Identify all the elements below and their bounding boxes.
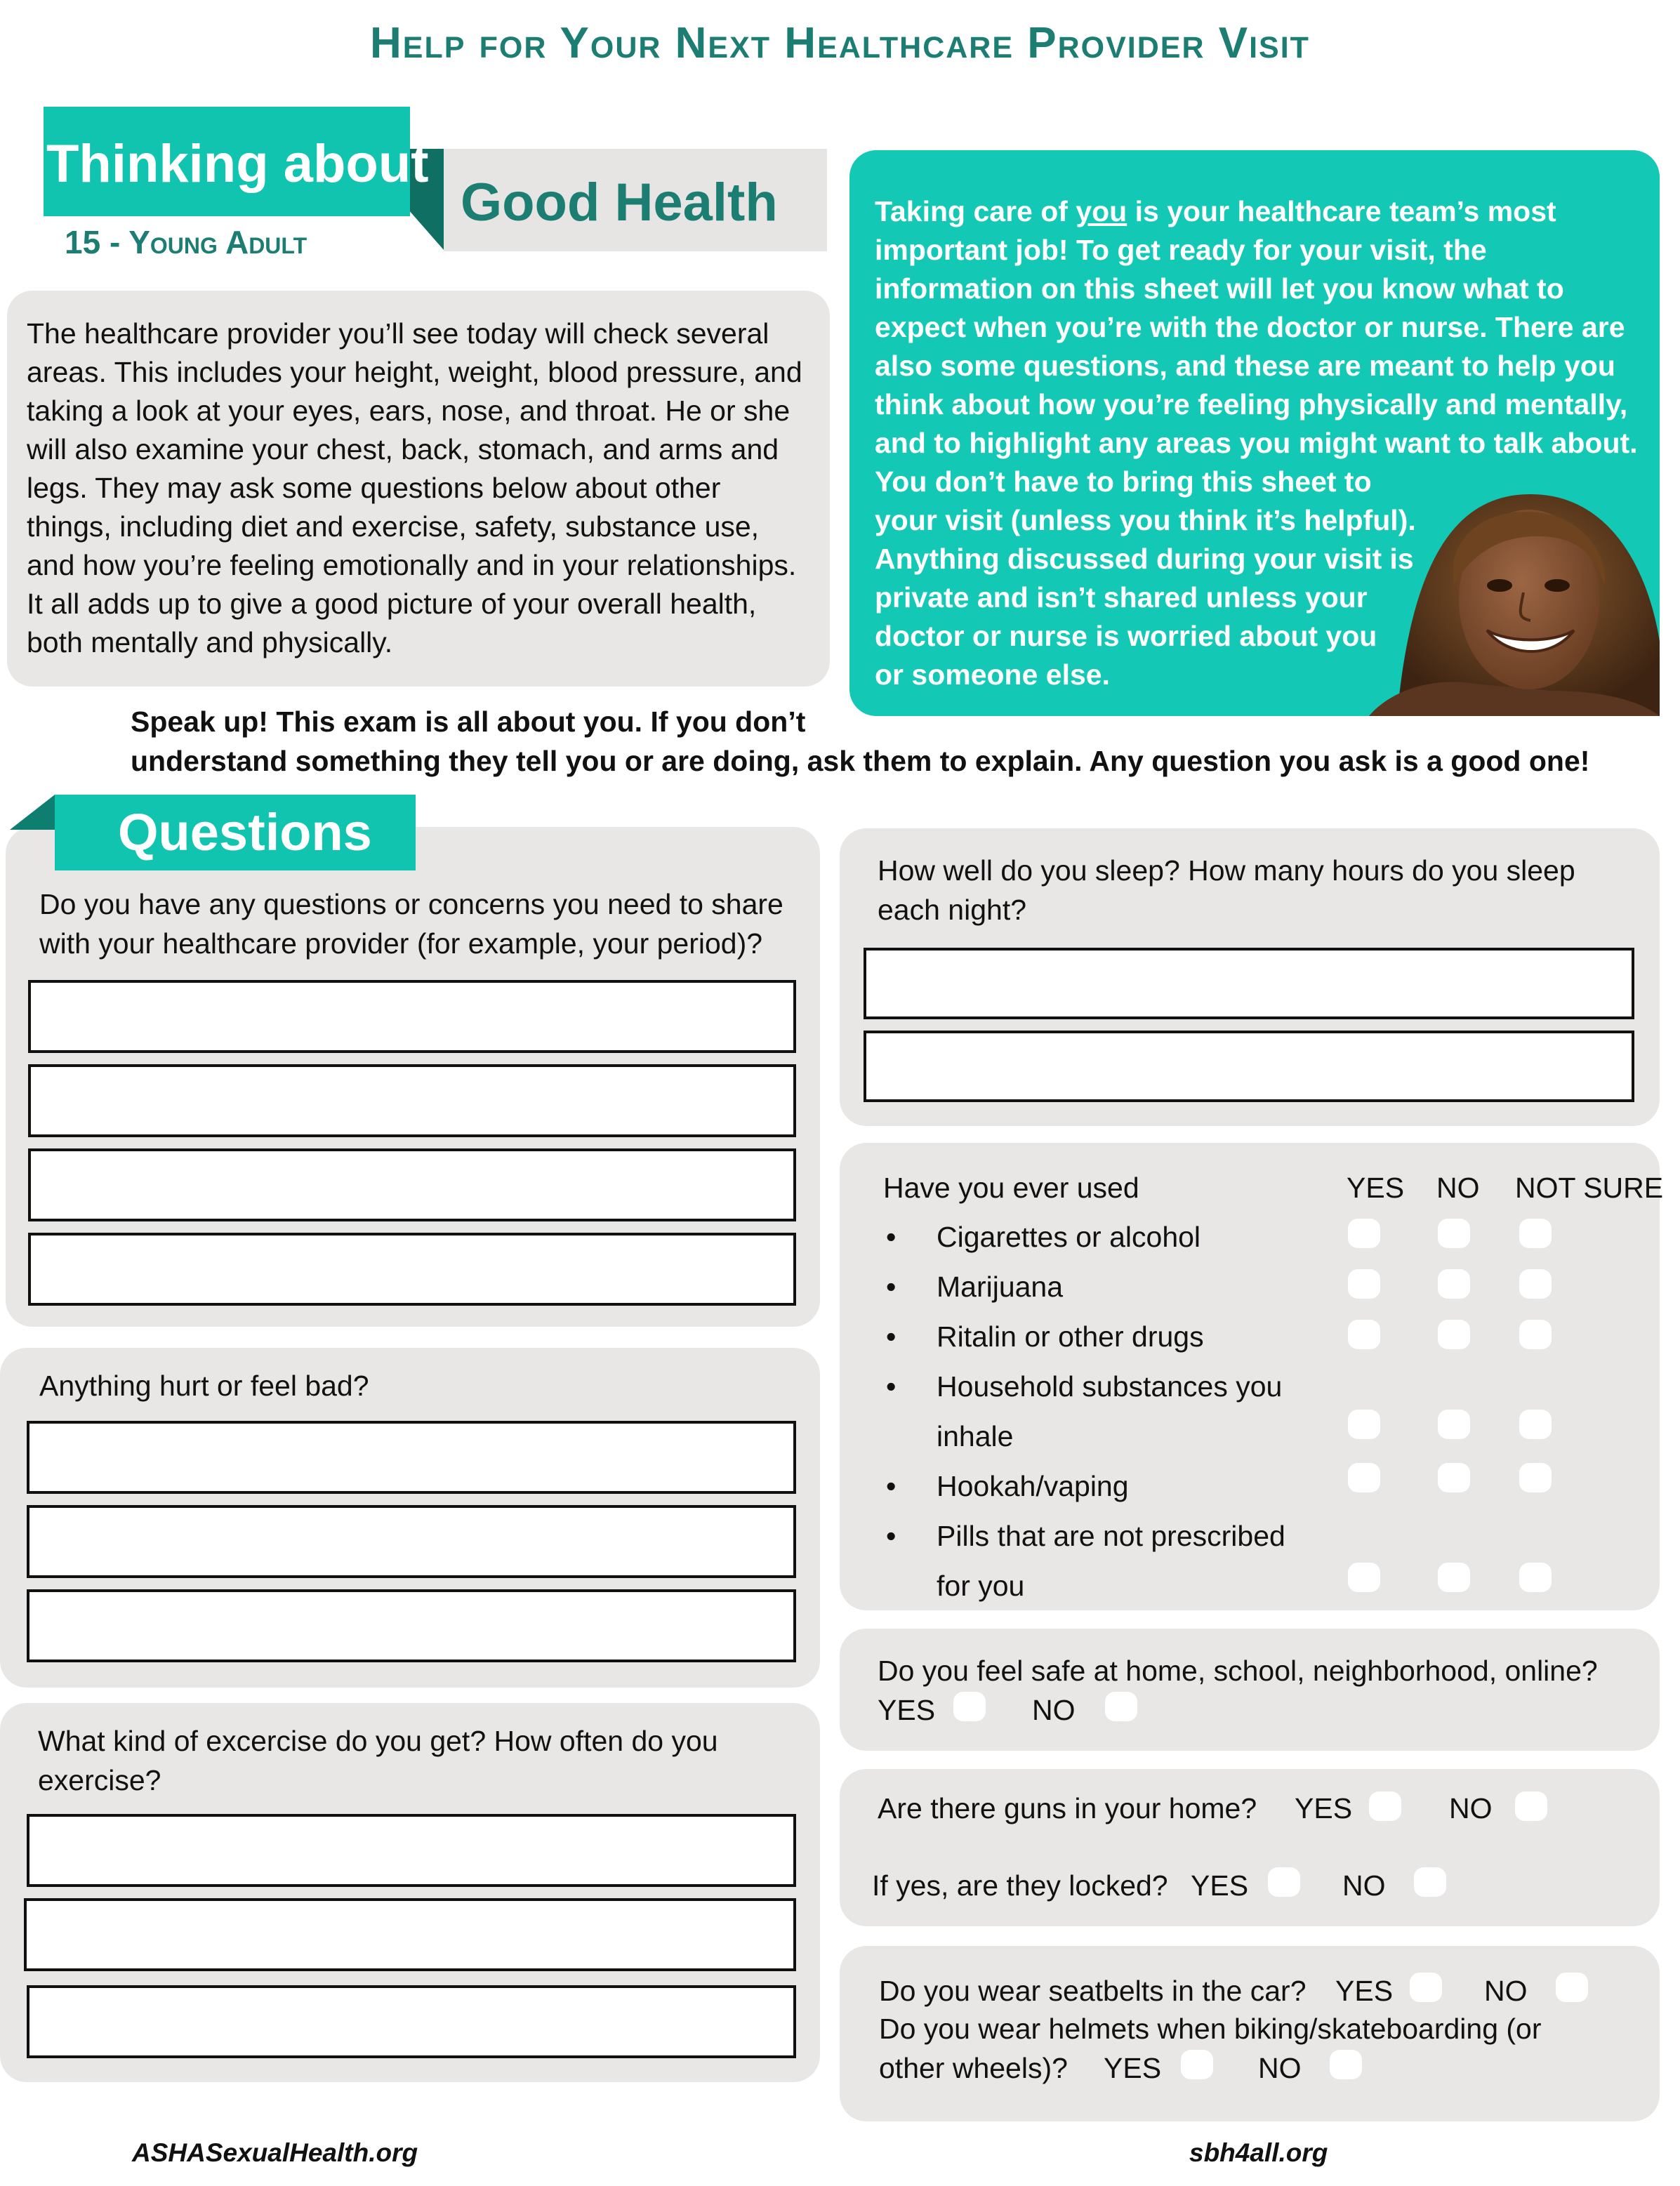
substances-prompt: Have you ever used <box>883 1172 1139 1204</box>
cigarettes-no-radio[interactable] <box>1438 1219 1470 1248</box>
seatbelts-no-radio[interactable] <box>1556 1973 1588 2002</box>
column-yes-header: YES <box>1347 1172 1405 1204</box>
safety-yes-radio[interactable] <box>953 1692 986 1721</box>
guns-no-radio[interactable] <box>1515 1791 1547 1821</box>
ritalin-yes-radio[interactable] <box>1348 1320 1380 1349</box>
guns-yes-label: YES <box>1295 1792 1353 1824</box>
page-title: Help for Your Next Healthcare Provider Visit <box>370 19 1310 67</box>
helmet-no-radio[interactable] <box>1330 2050 1362 2079</box>
cigarettes-not-sure-radio[interactable] <box>1519 1219 1552 1248</box>
seatbelts-no-label: NO <box>1484 1975 1528 2007</box>
substance-item-cigarettes: Cigarettes or alcohol <box>937 1221 1201 1253</box>
ritalin-no-radio[interactable] <box>1438 1320 1470 1349</box>
speak-up-line: understand something they tell you or are doing, ask them to explain. Any question you ask is a good one! <box>131 745 1590 777</box>
banner-thinking-about: Thinking about <box>46 134 429 194</box>
question-line: What kind of excercise do you get? How often do you <box>38 1725 718 1757</box>
safety-yes-label: YES <box>878 1694 936 1726</box>
pills-no-radio[interactable] <box>1438 1563 1470 1592</box>
hookah-yes-radio[interactable] <box>1348 1463 1380 1492</box>
intro-text: The healthcare provider you’ll see today will check several areas. This includes your height, weight, blood pressure, and taking a look at your eyes, ears, nose, and throat. He or she will also examine your chest, back, stomach, and arms and legs. They may ask some questions below about other things, including diet and exercise, safety, substance use, and how you’re feeling emotionally and in your relationships. It all adds up to give a good picture of your overall health, both mentally and physically. <box>27 317 802 658</box>
substance-item-pills-cont: for you <box>937 1570 1025 1602</box>
callout-you: you <box>1076 195 1127 227</box>
sleep-answer-field[interactable] <box>864 948 1634 1019</box>
safety-question: Do you feel safe at home, school, neighborhood, online? <box>878 1655 1598 1687</box>
guns-locked-no-label: NO <box>1342 1869 1386 1902</box>
question-line: Do you have any questions or concerns you need to share <box>39 888 783 920</box>
good-health-heading: Good Health <box>461 173 778 232</box>
guns-yes-radio[interactable] <box>1369 1791 1401 1821</box>
helmet-no-label: NO <box>1258 2052 1302 2084</box>
marijuana-no-radio[interactable] <box>1438 1269 1470 1299</box>
callout-intro-start: Taking care of <box>875 195 1076 227</box>
helmet-question-line: other wheels)? <box>879 2052 1068 2084</box>
seatbelts-yes-radio[interactable] <box>1410 1973 1442 2002</box>
substance-item-hookah: Hookah/vaping <box>937 1470 1129 1502</box>
safety-no-label: NO <box>1032 1694 1076 1726</box>
age-group-subtitle: 15 - Young Adult <box>65 224 307 260</box>
sleep-question <box>878 851 1650 929</box>
bullet-marker: • <box>886 1370 897 1403</box>
substance-item-ritalin: Ritalin or other drugs <box>937 1320 1204 1353</box>
questions-ribbon-fold <box>10 795 55 830</box>
concerns-answer-field[interactable] <box>28 1233 796 1306</box>
guns-locked-no-radio[interactable] <box>1414 1867 1446 1897</box>
pills-not-sure-radio[interactable] <box>1519 1563 1552 1592</box>
household-not-sure-radio[interactable] <box>1519 1410 1552 1439</box>
questions-heading: Questions <box>55 795 416 870</box>
seatbelts-question: Do you wear seatbelts in the car? <box>879 1975 1307 2007</box>
pills-yes-radio[interactable] <box>1348 1563 1380 1592</box>
hurt-answer-field[interactable] <box>27 1421 796 1494</box>
callout-line: doctor or nurse is worried about you <box>875 620 1377 652</box>
substance-item-household: Household substances you <box>937 1370 1283 1403</box>
marijuana-not-sure-radio[interactable] <box>1519 1269 1552 1299</box>
seatbelts-yes-label: YES <box>1335 1975 1394 2007</box>
cigarettes-yes-radio[interactable] <box>1348 1219 1380 1248</box>
hurt-answer-field[interactable] <box>27 1589 796 1662</box>
footer-left-url[interactable]: ASHASexualHealth.org <box>132 2138 418 2167</box>
concerns-answer-field[interactable] <box>28 1064 796 1137</box>
question-line: with your healthcare provider (for example, your period)? <box>39 927 763 960</box>
exercise-question <box>38 1721 810 1800</box>
safety-no-radio[interactable] <box>1105 1692 1137 1721</box>
callout-text <box>875 192 1640 694</box>
substance-item-pills: Pills that are not prescribed <box>937 1520 1285 1552</box>
bullet-marker: • <box>886 1271 897 1303</box>
helmet-yes-label: YES <box>1104 2052 1162 2084</box>
footer-right-url[interactable]: sbh4all.org <box>1189 2138 1328 2167</box>
callout-line: Anything discussed during your visit is <box>875 543 1414 575</box>
bullet-marker: • <box>886 1470 897 1502</box>
guns-locked-yes-radio[interactable] <box>1268 1867 1300 1897</box>
callout-line: private and isn’t shared unless your <box>875 581 1368 614</box>
helmet-yes-radio[interactable] <box>1181 2050 1213 2079</box>
speak-up-note <box>131 702 1605 781</box>
hookah-no-radio[interactable] <box>1438 1463 1470 1492</box>
concerns-question <box>39 885 819 963</box>
hurt-question: Anything hurt or feel bad? <box>39 1370 369 1402</box>
substance-item-marijuana: Marijuana <box>937 1271 1064 1303</box>
bullet-marker: • <box>886 1221 897 1253</box>
column-not-sure-header: NOT SURE <box>1515 1172 1664 1204</box>
sleep-answer-field[interactable] <box>864 1031 1634 1102</box>
exercise-answer-field[interactable] <box>24 1898 796 1971</box>
exercise-answer-field[interactable] <box>27 1814 796 1887</box>
guns-no-label: NO <box>1449 1792 1493 1824</box>
intro-panel <box>7 291 830 687</box>
household-no-radio[interactable] <box>1438 1410 1470 1439</box>
guns-question: Are there guns in your home? <box>878 1792 1257 1824</box>
substance-item-household-cont: inhale <box>937 1420 1014 1452</box>
callout-intro <box>875 192 1640 463</box>
question-line: How well do you sleep? How many hours do you sleep <box>878 854 1575 887</box>
bullet-marker: • <box>886 1320 897 1353</box>
hurt-answer-field[interactable] <box>27 1505 796 1578</box>
concerns-answer-field[interactable] <box>28 980 796 1053</box>
guns-locked-yes-label: YES <box>1191 1869 1249 1902</box>
ritalin-not-sure-radio[interactable] <box>1519 1320 1552 1349</box>
hookah-not-sure-radio[interactable] <box>1519 1463 1552 1492</box>
question-line: each night? <box>878 894 1027 926</box>
column-no-header: NO <box>1436 1172 1480 1204</box>
concerns-answer-field[interactable] <box>28 1148 796 1221</box>
household-yes-radio[interactable] <box>1348 1410 1380 1439</box>
callout-line: You don’t have to bring this sheet to <box>875 465 1372 498</box>
question-line: exercise? <box>38 1764 161 1796</box>
helmet-question-line: Do you wear helmets when biking/skateboarding (or <box>879 2013 1542 2045</box>
callout-intro-rest: is your healthcare team’s most important job! To get ready for your visit, the information on this sheet will let you know what to expect when you’re with the doctor or nurse. There are also some questions, and these are meant to help you think about how you’re feeling physically and mentally, and to highlight any areas you might want to talk about. <box>875 195 1638 459</box>
speak-up-line: Speak up! This exam is all about you. If you don’t <box>131 706 806 738</box>
callout-line: your visit (unless you think it’s helpful). <box>875 504 1416 536</box>
exercise-answer-field[interactable] <box>27 1985 796 2058</box>
callout-line: or someone else. <box>875 658 1110 691</box>
marijuana-yes-radio[interactable] <box>1348 1269 1380 1299</box>
bullet-marker: • <box>886 1520 897 1552</box>
guns-locked-question: If yes, are they locked? <box>872 1869 1168 1902</box>
